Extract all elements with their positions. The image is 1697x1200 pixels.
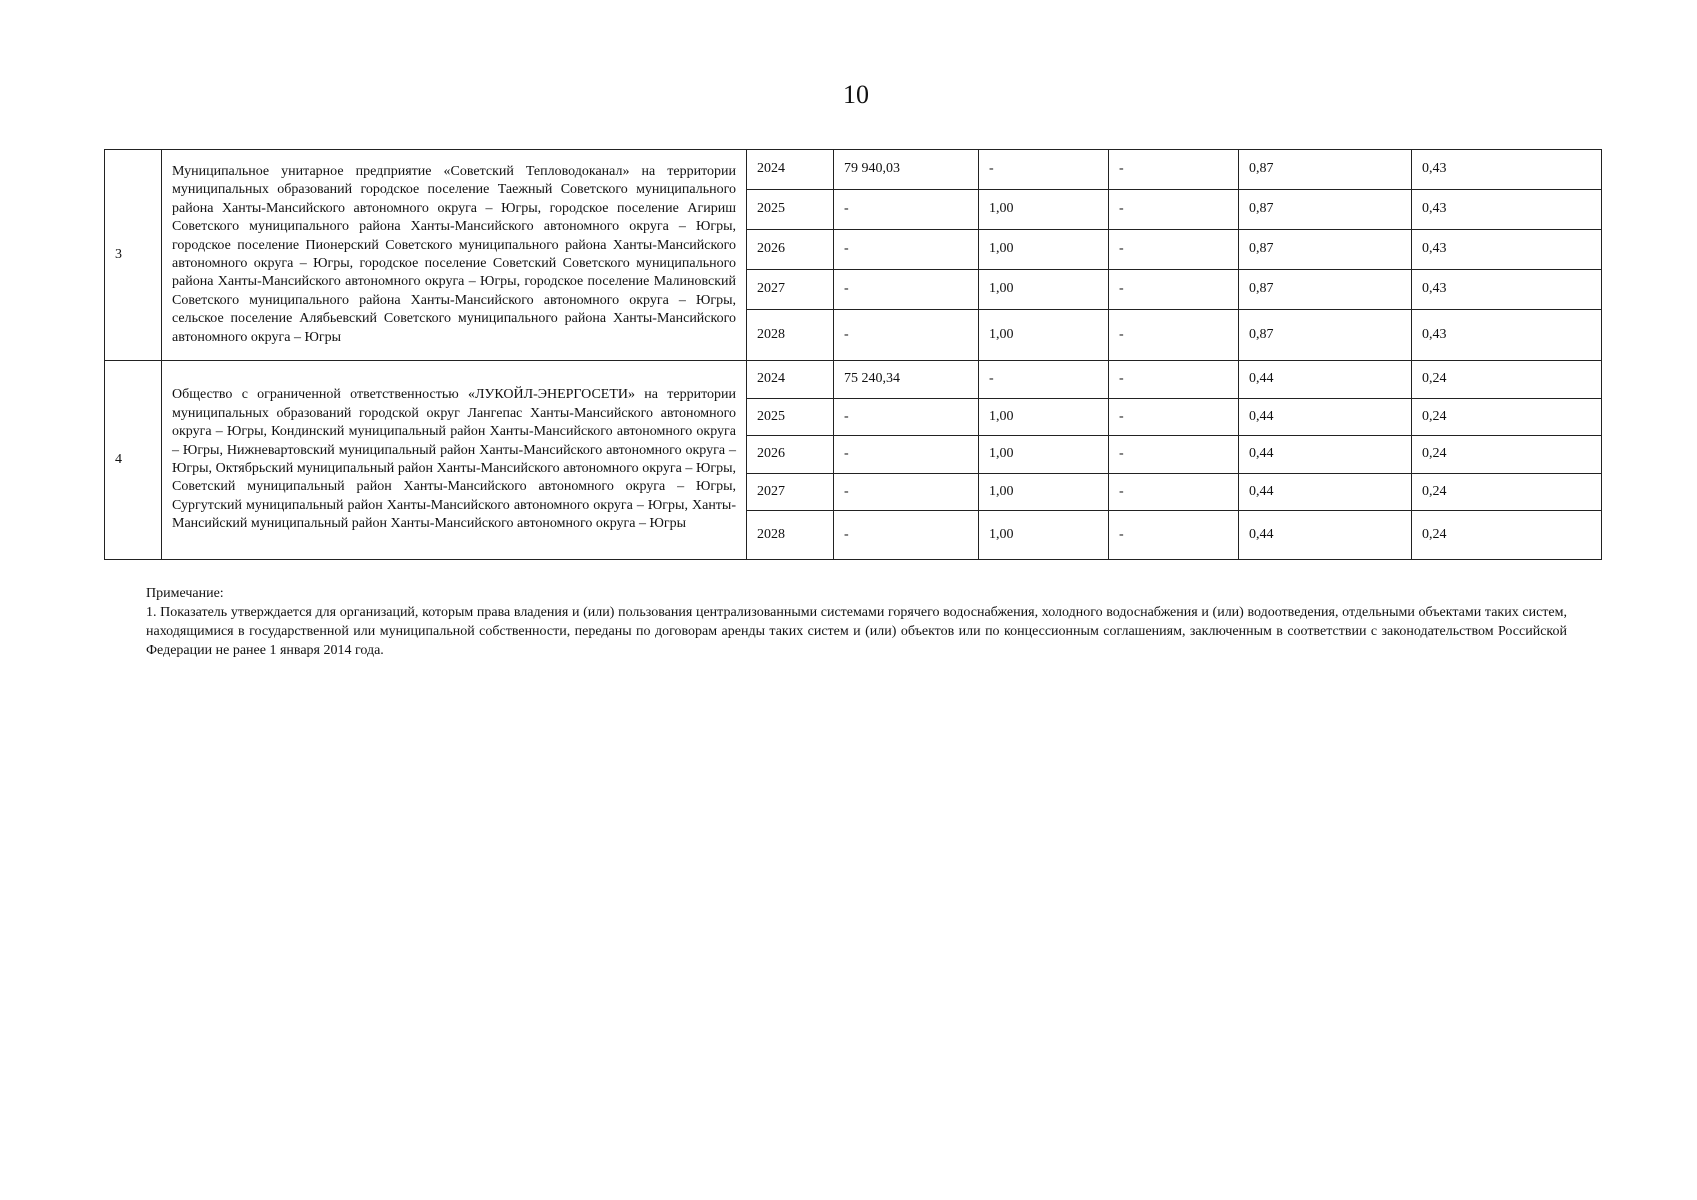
- value-cell: -: [1109, 473, 1239, 511]
- value-cell: 0,24: [1412, 511, 1602, 560]
- value-cell: 1,00: [979, 270, 1109, 310]
- value-cell: 0,87: [1239, 150, 1412, 190]
- value-cell: 0,87: [1239, 190, 1412, 230]
- organization-name: Общество с ограниченной ответственностью «ЛУКОЙЛ-ЭНЕРГОСЕТИ» на территории муниципальных образований городской округ Лангепас Ханты-Мансийского автономного округа – Югры, Кондинский муниципальный район Ханты-Мансийского автономного округа – Югры, Нижневартовский муниципальный район Ханты-Мансийского автономного округа – Югры, Октябрьский муниципальный район Ханты-Мансийского автономного округа – Югры, Советский муниципальный район Ханты-Мансийского автономного округа – Югры, Сургутский муниципальный район Ханты-Мансийского автономного округа – Югры, Ханты-Мансийский муниципальный район Ханты-Мансийского автономного округа – Югры: [162, 361, 747, 560]
- year-cell: 2028: [747, 511, 834, 560]
- year-cell: 2025: [747, 190, 834, 230]
- value-cell: 0,24: [1412, 473, 1602, 511]
- value-cell: 79 940,03: [834, 150, 979, 190]
- value-cell: 0,44: [1239, 436, 1412, 474]
- value-cell: -: [834, 310, 979, 361]
- value-cell: 1,00: [979, 511, 1109, 560]
- value-cell: 0,43: [1412, 230, 1602, 270]
- page-number: 10: [843, 80, 869, 109]
- value-cell: -: [834, 436, 979, 474]
- value-cell: 0,43: [1412, 310, 1602, 361]
- year-cell: 2026: [747, 230, 834, 270]
- year-cell: 2024: [747, 150, 834, 190]
- footnote-text: 1. Показатель утверждается для организаций, которым права владения и (или) пользования централизованными системами горячего водоснабжения, холодного водоснабжения и (или) водоотведения, отдельными объектами таких систем, находящимися в государственной или муниципальной собственности, переданы по договорам аренды таких систем и (или) объектов или по концессионным соглашениям, заключенным в соответствии с законодательством Российской Федерации не ранее 1 января 2014 года.: [146, 605, 1567, 658]
- value-cell: -: [834, 270, 979, 310]
- data-table: [104, 149, 1602, 560]
- table-row: [105, 361, 1602, 399]
- value-cell: -: [1109, 436, 1239, 474]
- value-cell: -: [834, 230, 979, 270]
- value-cell: 0,87: [1239, 230, 1412, 270]
- value-cell: 0,24: [1412, 361, 1602, 399]
- value-cell: -: [834, 190, 979, 230]
- year-cell: 2025: [747, 398, 834, 436]
- value-cell: 1,00: [979, 190, 1109, 230]
- value-cell: -: [1109, 398, 1239, 436]
- value-cell: -: [1109, 270, 1239, 310]
- value-cell: -: [979, 361, 1109, 399]
- value-cell: 0,87: [1239, 270, 1412, 310]
- year-cell: 2027: [747, 270, 834, 310]
- row-number: 4: [105, 361, 162, 560]
- value-cell: -: [834, 473, 979, 511]
- value-cell: -: [979, 150, 1109, 190]
- value-cell: -: [1109, 230, 1239, 270]
- value-cell: 1,00: [979, 310, 1109, 361]
- value-cell: 1,00: [979, 436, 1109, 474]
- value-cell: -: [1109, 190, 1239, 230]
- value-cell: 0,24: [1412, 436, 1602, 474]
- year-cell: 2028: [747, 310, 834, 361]
- footnote-title: Примечание:: [146, 586, 224, 601]
- row-number: 3: [105, 150, 162, 361]
- value-cell: 1,00: [979, 398, 1109, 436]
- footnote: [146, 584, 1567, 660]
- value-cell: -: [1109, 150, 1239, 190]
- value-cell: 0,24: [1412, 398, 1602, 436]
- value-cell: -: [1109, 310, 1239, 361]
- value-cell: 0,44: [1239, 473, 1412, 511]
- value-cell: 0,44: [1239, 361, 1412, 399]
- value-cell: 0,87: [1239, 310, 1412, 361]
- value-cell: 0,43: [1412, 190, 1602, 230]
- organization-name: Муниципальное унитарное предприятие «Советский Тепловодоканал» на территории муниципальных образований городское поселение Таежный Советского муниципального района Ханты-Мансийского автономного округа – Югры, городское поселение Агириш Советского муниципального района Ханты-Мансийского автономного округа – Югры, городское поселение Пионерский Советского муниципального района Ханты-Мансийского автономного округа – Югры, городское поселение Советский Советского муниципального района Ханты-Мансийского автономного округа – Югры, городское поселение Малиновский Советского муниципального района Ханты-Мансийского автономного округа – Югры, сельское поселение Алябьевский Советского муниципального района Ханты-Мансийского автономного округа – Югры: [162, 150, 747, 361]
- value-cell: 0,44: [1239, 398, 1412, 436]
- value-cell: 0,43: [1412, 270, 1602, 310]
- value-cell: -: [1109, 361, 1239, 399]
- value-cell: 1,00: [979, 473, 1109, 511]
- year-cell: 2024: [747, 361, 834, 399]
- value-cell: -: [1109, 511, 1239, 560]
- value-cell: -: [834, 511, 979, 560]
- table-row: [105, 150, 1602, 190]
- value-cell: 0,44: [1239, 511, 1412, 560]
- year-cell: 2026: [747, 436, 834, 474]
- value-cell: 1,00: [979, 230, 1109, 270]
- value-cell: -: [834, 398, 979, 436]
- value-cell: 0,43: [1412, 150, 1602, 190]
- value-cell: 75 240,34: [834, 361, 979, 399]
- year-cell: 2027: [747, 473, 834, 511]
